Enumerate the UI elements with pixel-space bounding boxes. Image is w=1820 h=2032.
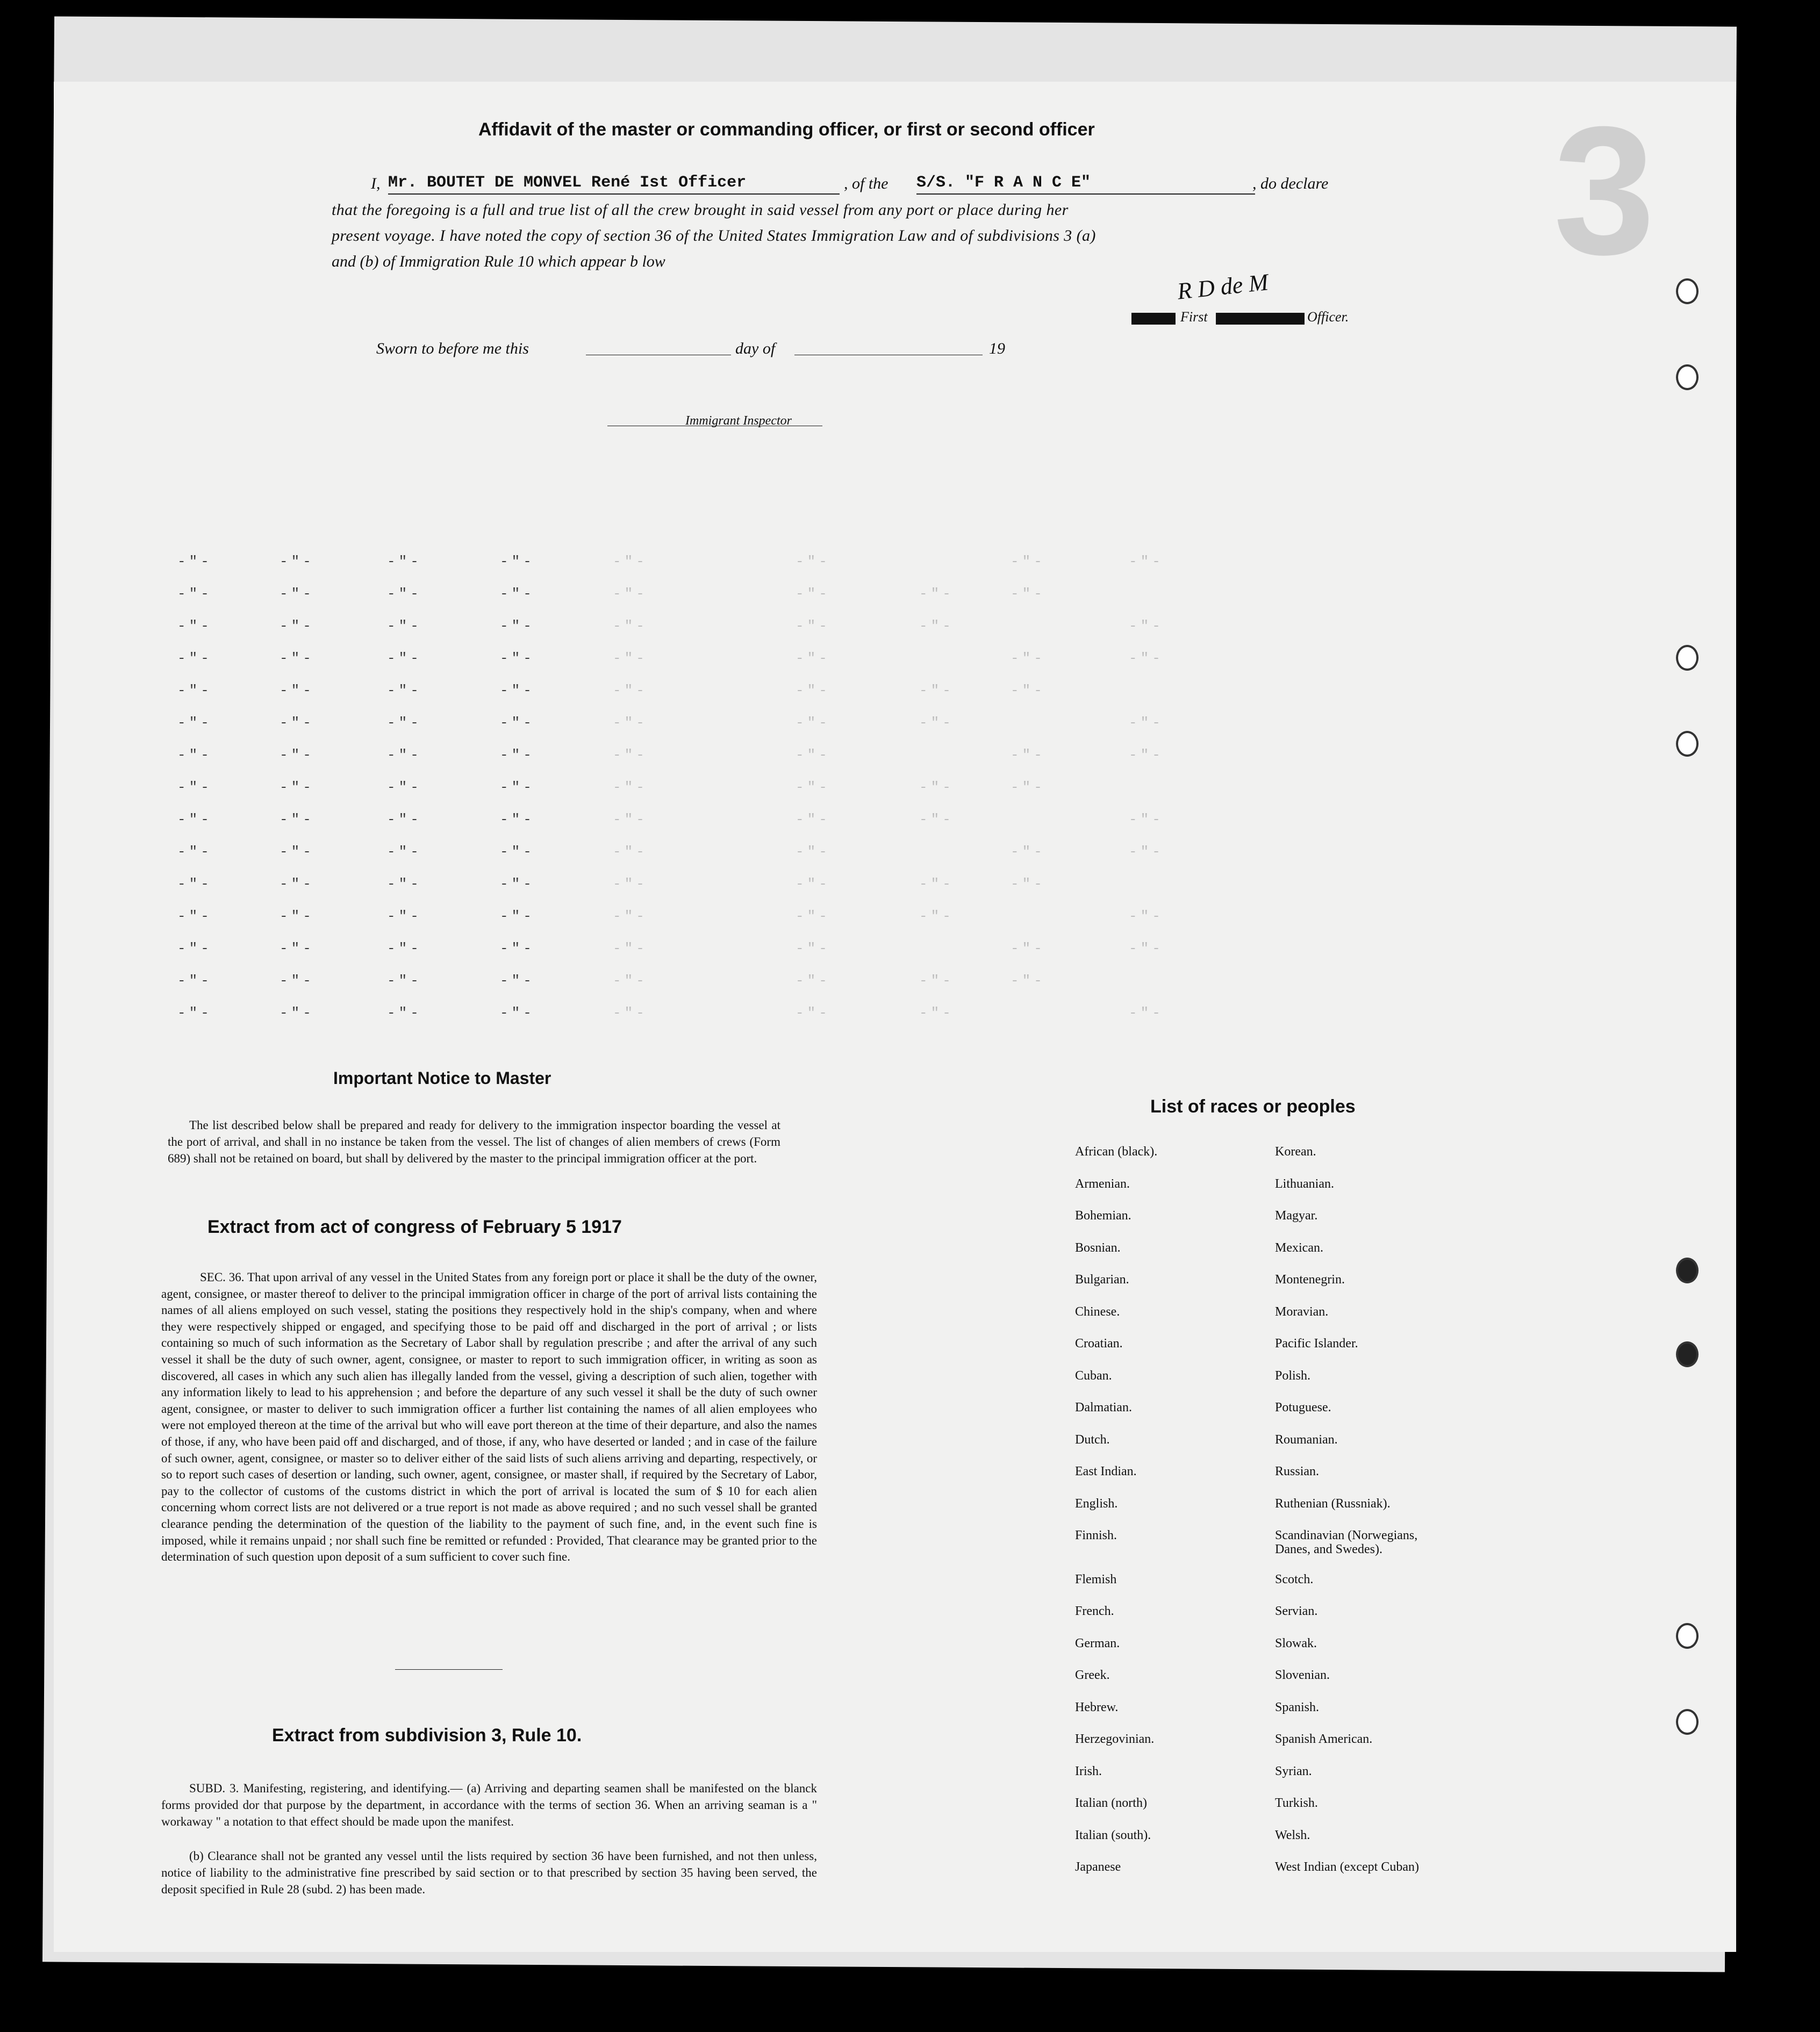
bleed-through-ditto: -"-	[500, 973, 535, 989]
race-item: Herzegovinian.	[1075, 1732, 1155, 1746]
vessel-name: S/S. "F R A N C E"	[916, 174, 1091, 192]
bleed-through-ditto: -"-	[613, 618, 648, 634]
bleed-through-ditto: -"-	[796, 908, 830, 924]
bleed-through-ditto: -"-	[1011, 779, 1045, 795]
declare-label: , do declare	[1252, 175, 1329, 192]
bleed-through-ditto: -"-	[1129, 650, 1164, 666]
race-item: Moravian.	[1275, 1304, 1329, 1319]
bleed-through-ditto: -"-	[1011, 683, 1045, 699]
bleed-through-ditto: -"-	[500, 940, 535, 957]
bleed-through-ditto: -"-	[919, 586, 954, 602]
race-item: East Indian.	[1075, 1464, 1137, 1478]
race-item: Chinese.	[1075, 1304, 1120, 1319]
binder-hole	[1676, 1709, 1699, 1735]
bleed-through-ditto: -"-	[177, 812, 212, 828]
bleed-through-ditto: -"-	[796, 618, 830, 634]
inspector-label: Immigrant Inspector	[685, 414, 792, 428]
bleed-through-ditto: -"-	[500, 586, 535, 602]
bleed-through-ditto: -"-	[1129, 908, 1164, 924]
bleed-through-ditto: -"-	[796, 554, 830, 570]
race-item: Magyar.	[1275, 1209, 1318, 1223]
race-item: Welsh.	[1275, 1828, 1310, 1842]
bleed-through-ditto: -"-	[919, 618, 954, 634]
bleed-through-ditto: -"-	[387, 586, 422, 602]
bleed-through-ditto: -"-	[387, 1005, 422, 1021]
bleed-through-digit: 3	[1553, 89, 1656, 293]
race-item: German.	[1075, 1636, 1120, 1650]
bleed-through-ditto: -"-	[280, 1005, 314, 1021]
race-item: Spanish.	[1275, 1700, 1320, 1714]
bleed-through-ditto: -"-	[613, 554, 648, 570]
bleed-through-ditto: -"-	[796, 747, 830, 763]
bleed-through-ditto: -"-	[613, 747, 648, 763]
bleed-through-ditto: -"-	[613, 650, 648, 666]
bleed-through-ditto: -"-	[1011, 876, 1045, 892]
bleed-through-ditto: -"-	[1129, 554, 1164, 570]
race-item: Mexican.	[1275, 1240, 1323, 1255]
bleed-through-ditto: -"-	[280, 844, 314, 860]
bleed-through-ditto: -"-	[796, 683, 830, 699]
bleed-through-ditto: -"-	[500, 618, 535, 634]
bleed-through-ditto: -"-	[796, 876, 830, 892]
bleed-through-ditto: -"-	[177, 747, 212, 763]
bleed-through-ditto: -"-	[500, 876, 535, 892]
bleed-through-ditto: -"-	[500, 715, 535, 731]
bleed-through-ditto: -"-	[177, 876, 212, 892]
race-item: Armenian.	[1075, 1176, 1130, 1191]
bleed-through-ditto: -"-	[613, 1005, 648, 1021]
bleed-through-ditto: -"-	[919, 973, 954, 989]
bleed-through-ditto: -"-	[796, 1005, 830, 1021]
bleed-through-ditto: -"-	[613, 586, 648, 602]
vessel-underline	[916, 193, 1255, 195]
bleed-through-ditto: -"-	[387, 940, 422, 957]
notice-body: The list described below shall be prepared and ready for delivery to the immigration inspector boarding the vessel at the port of arrival, and shall in no instance be taken from the vessel. The list of changes of alien members of crews (Form 689) shall not be retained on board, but shall by delivered by the master to the principal immigration officer at the port.	[168, 1118, 780, 1165]
bleed-through-ditto: -"-	[613, 844, 648, 860]
bleed-through-ditto: -"-	[280, 683, 314, 699]
race-item: French.	[1075, 1604, 1114, 1618]
year-label: 19	[989, 340, 1005, 357]
bleed-through-ditto: -"-	[177, 1005, 212, 1021]
bleed-through-ditto: -"-	[387, 844, 422, 860]
bleed-through-ditto: -"-	[387, 715, 422, 731]
sworn-label: Sworn to before me this	[376, 340, 529, 357]
bleed-through-ditto: -"-	[500, 812, 535, 828]
bleed-through-ditto: -"-	[177, 715, 212, 731]
race-item: Slowak.	[1275, 1636, 1317, 1650]
race-item: Scandinavian (Norwegians, Danes, and Swedes).	[1275, 1528, 1418, 1556]
bleed-through-ditto: -"-	[177, 683, 212, 699]
extract-1917-title: Extract from act of congress of February 5 1917	[207, 1217, 622, 1237]
officer-first-label: First	[1180, 309, 1208, 325]
bleed-through-ditto: -"-	[613, 812, 648, 828]
race-item: Japanese	[1075, 1860, 1121, 1874]
bleed-through-ditto: -"-	[1011, 650, 1045, 666]
bleed-through-ditto: -"-	[1011, 554, 1045, 570]
officer-signature: R D de M	[1176, 269, 1270, 305]
race-item: Hebrew.	[1075, 1700, 1119, 1714]
race-item: Syrian.	[1275, 1764, 1312, 1778]
bleed-through-ditto: -"-	[613, 715, 648, 731]
race-item: English.	[1075, 1496, 1118, 1511]
bleed-through-ditto: -"-	[919, 1005, 954, 1021]
bleed-through-ditto: -"-	[1011, 940, 1045, 957]
bleed-through-ditto: -"-	[177, 650, 212, 666]
bleed-through-ditto: -"-	[387, 618, 422, 634]
bleed-through-ditto: -"-	[500, 908, 535, 924]
race-item: Turkish.	[1275, 1796, 1318, 1810]
bleed-through-ditto: -"-	[1129, 715, 1164, 731]
bleed-through-ditto: -"-	[613, 876, 648, 892]
bleed-through-ditto: -"-	[500, 683, 535, 699]
bleed-through-ditto: -"-	[1011, 586, 1045, 602]
day-of-label: day of	[735, 340, 776, 357]
bleed-through-ditto: -"-	[796, 940, 830, 957]
bleed-through-ditto: -"-	[1011, 747, 1045, 763]
bleed-through-ditto: -"-	[919, 779, 954, 795]
race-item: Bohemian.	[1075, 1209, 1131, 1223]
bleed-through-ditto: -"-	[387, 747, 422, 763]
bleed-through-ditto: -"-	[919, 683, 954, 699]
race-item: Italian (south).	[1075, 1828, 1151, 1842]
bleed-through-ditto: -"-	[280, 747, 314, 763]
bleed-through-ditto: -"-	[919, 908, 954, 924]
bleed-through-ditto: -"-	[500, 779, 535, 795]
bleed-through-ditto: -"-	[280, 618, 314, 634]
race-item: Scotch.	[1275, 1572, 1314, 1586]
race-item: Croatian.	[1075, 1337, 1123, 1351]
bleed-through-ditto: -"-	[796, 973, 830, 989]
bleed-through-ditto: -"-	[177, 554, 212, 570]
race-item: Cuban.	[1075, 1368, 1112, 1383]
bleed-through-ditto: -"-	[500, 747, 535, 763]
bleed-through-ditto: -"-	[280, 715, 314, 731]
bleed-through-ditto: -"-	[1129, 618, 1164, 634]
bleed-through-ditto: -"-	[919, 876, 954, 892]
bleed-through-ditto: -"-	[387, 876, 422, 892]
bleed-through-ditto: -"-	[613, 940, 648, 957]
race-item: Ruthenian (Russniak).	[1275, 1496, 1391, 1511]
bleed-through-ditto: -"-	[280, 940, 314, 957]
extract-1917-body: SEC. 36. That upon arrival of any vessel in the United States from any foreign port or place it shall be the duty of the owner, agent, consignee, or master thereof to deliver to the principal immigration officer in charge of the port of arrival lists containing the names of all aliens employed on such vessel, stating the positions they respectively hold in the ship's company, when and where they were respectively shipped or engaged, and specifying those to be paid off and discharged in the port of arrival ; or lists containing so much of such information as the Secretary of Labor shall by regulation prescribe ; and after the arrival of any such vessel it shall be the duty of such owner, agent, consignee, or master to report to such immigration officer, in writing as soon as discovered, all cases in which any such alien has illegally landed from the vessel, giving a description of such alien, together with any information likely to lead to his apprehension ; and before the departure of any such vessel it shall be the duty of such owner agent, consignee, or master to deliver to such immigration officer a further list containing the names of all alien employees who were not employed thereon at the time of the arrival but who will eave port thereon at the time of their departure, and also the names of those, if any, who have been paid off and discharged, and of those, if any, who have deserted or landed ; and in case of the failure of such owner, agent, consignee, or master so to deliver either of the said lists of such aliens arriving and departing, respectively, or so to report such cases of desertion or landing, such owner, agent, consignee, or master shall, if required by the Secretary of Labor, pay to the collector of customs of the customs district in which the port of arrival is located the sum of $ 10 for each alien concerning whom correct lists are not delivered or a true report is not made as above required ; and no such vessel shall be granted clearance pending the determination of the question of the liability to the payment of such fine, and, in the event such fine is imposed, while it remains unpaid ; nor shall such fine be remitted or refunded : Provided, That clearance may be granted prior to the determination of such question upon deposit of a sum sufficient to cover such fine.	[161, 1270, 817, 1564]
bleed-through-ditto: -"-	[280, 779, 314, 795]
race-item: West Indian (except Cuban)	[1275, 1860, 1419, 1874]
bleed-through-ditto: -"-	[796, 779, 830, 795]
binder-hole	[1676, 645, 1699, 671]
race-item: Bosnian.	[1075, 1240, 1121, 1255]
binder-hole	[1676, 278, 1699, 304]
race-item: Flemish	[1075, 1572, 1117, 1586]
race-item: Roumanian.	[1275, 1432, 1338, 1447]
bleed-through-ditto: -"-	[387, 779, 422, 795]
bleed-through-ditto: -"-	[500, 650, 535, 666]
bleed-through-ditto: -"-	[500, 844, 535, 860]
rule10-para-b: (b) Clearance shall not be granted any vessel until the lists required by section 36 have been furnished, and not then unless, notice of liability to the administrative fine prescribed by said section or to that prescribed by section 35 having been served, the deposit specified in Rule 28 (subd. 2) has been made.	[161, 1849, 817, 1896]
binder-hole	[1676, 1258, 1699, 1283]
bleed-through-ditto: -"-	[387, 812, 422, 828]
section-divider	[395, 1669, 503, 1670]
affidavit-title: Affidavit of the master or commanding officer, or first or second officer	[478, 119, 1095, 140]
rule10-para-a: SUBD. 3. Manifesting, registering, and identifying.— (a) Arriving and departing seamen shall be manifested on the blanck forms provided dor that purpose by the department, in accordance with the terms of section 36. When an arriving seaman is a " workaway " a notation to that effect should be made upon the manifest.	[161, 1782, 817, 1828]
struck-out-word	[1131, 313, 1176, 325]
bleed-through-ditto: -"-	[796, 586, 830, 602]
race-item: Finnish.	[1075, 1528, 1117, 1542]
race-item: Polish.	[1275, 1368, 1311, 1383]
races-title: List of races or peoples	[1150, 1096, 1356, 1117]
bleed-through-ditto: -"-	[796, 812, 830, 828]
bleed-through-ditto: -"-	[1129, 844, 1164, 860]
race-item: Korean.	[1275, 1145, 1316, 1159]
bleed-through-ditto: -"-	[177, 586, 212, 602]
bleed-through-ditto: -"-	[613, 908, 648, 924]
race-item: Irish.	[1075, 1764, 1102, 1778]
bleed-through-ditto: -"-	[280, 908, 314, 924]
struck-out-word	[1216, 313, 1305, 325]
bleed-through-ditto: -"-	[387, 683, 422, 699]
extract-rule10-title: Extract from subdivision 3, Rule 10.	[272, 1725, 582, 1746]
race-item: Greek.	[1075, 1668, 1110, 1682]
bleed-through-ditto: -"-	[613, 683, 648, 699]
bleed-through-ditto: -"-	[280, 650, 314, 666]
bleed-through-ditto: -"-	[177, 779, 212, 795]
bleed-through-ditto: -"-	[613, 973, 648, 989]
race-item: Montenegrin.	[1275, 1273, 1345, 1287]
bleed-through-ditto: -"-	[1129, 747, 1164, 763]
bleed-through-ditto: -"-	[1129, 940, 1164, 957]
bleed-through-ditto: -"-	[1129, 812, 1164, 828]
bleed-through-ditto: -"-	[177, 844, 212, 860]
notice-title: Important Notice to Master	[333, 1068, 551, 1088]
affidavit-line-3: present voyage. I have noted the copy of section 36 of the United States Immigration Law and of subdivisions 3 (a)	[332, 227, 1096, 245]
bleed-through-ditto: -"-	[796, 844, 830, 860]
bleed-through-ditto: -"-	[280, 973, 314, 989]
race-item: Dutch.	[1075, 1432, 1110, 1447]
affidavit-i: I,	[371, 175, 381, 192]
race-item: Lithuanian.	[1275, 1176, 1334, 1191]
race-item: Bulgarian.	[1075, 1273, 1129, 1287]
bleed-through-ditto: -"-	[280, 812, 314, 828]
bleed-through-ditto: -"-	[387, 973, 422, 989]
officer-label: Officer.	[1307, 309, 1349, 325]
officer-name: Mr. BOUTET DE MONVEL René Ist Officer	[388, 174, 747, 192]
affidavit-line-4: and (b) of Immigration Rule 10 which appear b low	[332, 253, 665, 270]
bleed-through-ditto: -"-	[500, 554, 535, 570]
bleed-through-ditto: -"-	[177, 618, 212, 634]
bleed-through-ditto: -"-	[387, 650, 422, 666]
binder-hole	[1676, 1341, 1699, 1367]
race-item: Pacific Islander.	[1275, 1337, 1358, 1351]
binder-hole	[1676, 364, 1699, 390]
of-the-label: , of the	[844, 175, 888, 192]
bleed-through-ditto: -"-	[387, 554, 422, 570]
bleed-through-ditto: -"-	[796, 715, 830, 731]
bleed-through-ditto: -"-	[1011, 973, 1045, 989]
bleed-through-ditto: -"-	[919, 715, 954, 731]
bleed-through-ditto: -"-	[387, 908, 422, 924]
affidavit-line-2: that the foregoing is a full and true list of all the crew brought in said vessel from any port or place during her	[332, 201, 1069, 219]
race-item: Dalmatian.	[1075, 1401, 1132, 1414]
race-item: Servian.	[1275, 1604, 1318, 1618]
race-item: Italian (north)	[1075, 1796, 1147, 1810]
bleed-through-ditto: -"-	[280, 586, 314, 602]
race-item: Spanish American.	[1275, 1732, 1373, 1746]
race-item: Russian.	[1275, 1464, 1320, 1478]
bleed-through-ditto: -"-	[1011, 844, 1045, 860]
bleed-through-ditto: -"-	[177, 940, 212, 957]
bleed-through-ditto: -"-	[919, 812, 954, 828]
name-underline	[388, 193, 840, 195]
race-item: African (black).	[1075, 1145, 1158, 1159]
binder-hole	[1676, 1623, 1699, 1649]
bleed-through-ditto: -"-	[177, 973, 212, 989]
race-item: Slovenian.	[1275, 1668, 1330, 1682]
bleed-through-ditto: -"-	[500, 1005, 535, 1021]
bleed-through-ditto: -"-	[280, 876, 314, 892]
bleed-through-ditto: -"-	[177, 908, 212, 924]
binder-hole	[1676, 731, 1699, 757]
bleed-through-ditto: -"-	[1129, 1005, 1164, 1021]
bleed-through-ditto: -"-	[613, 779, 648, 795]
bleed-through-ditto: -"-	[280, 554, 314, 570]
bleed-through-ditto: -"-	[796, 650, 830, 666]
race-item: Potuguese.	[1275, 1401, 1331, 1414]
